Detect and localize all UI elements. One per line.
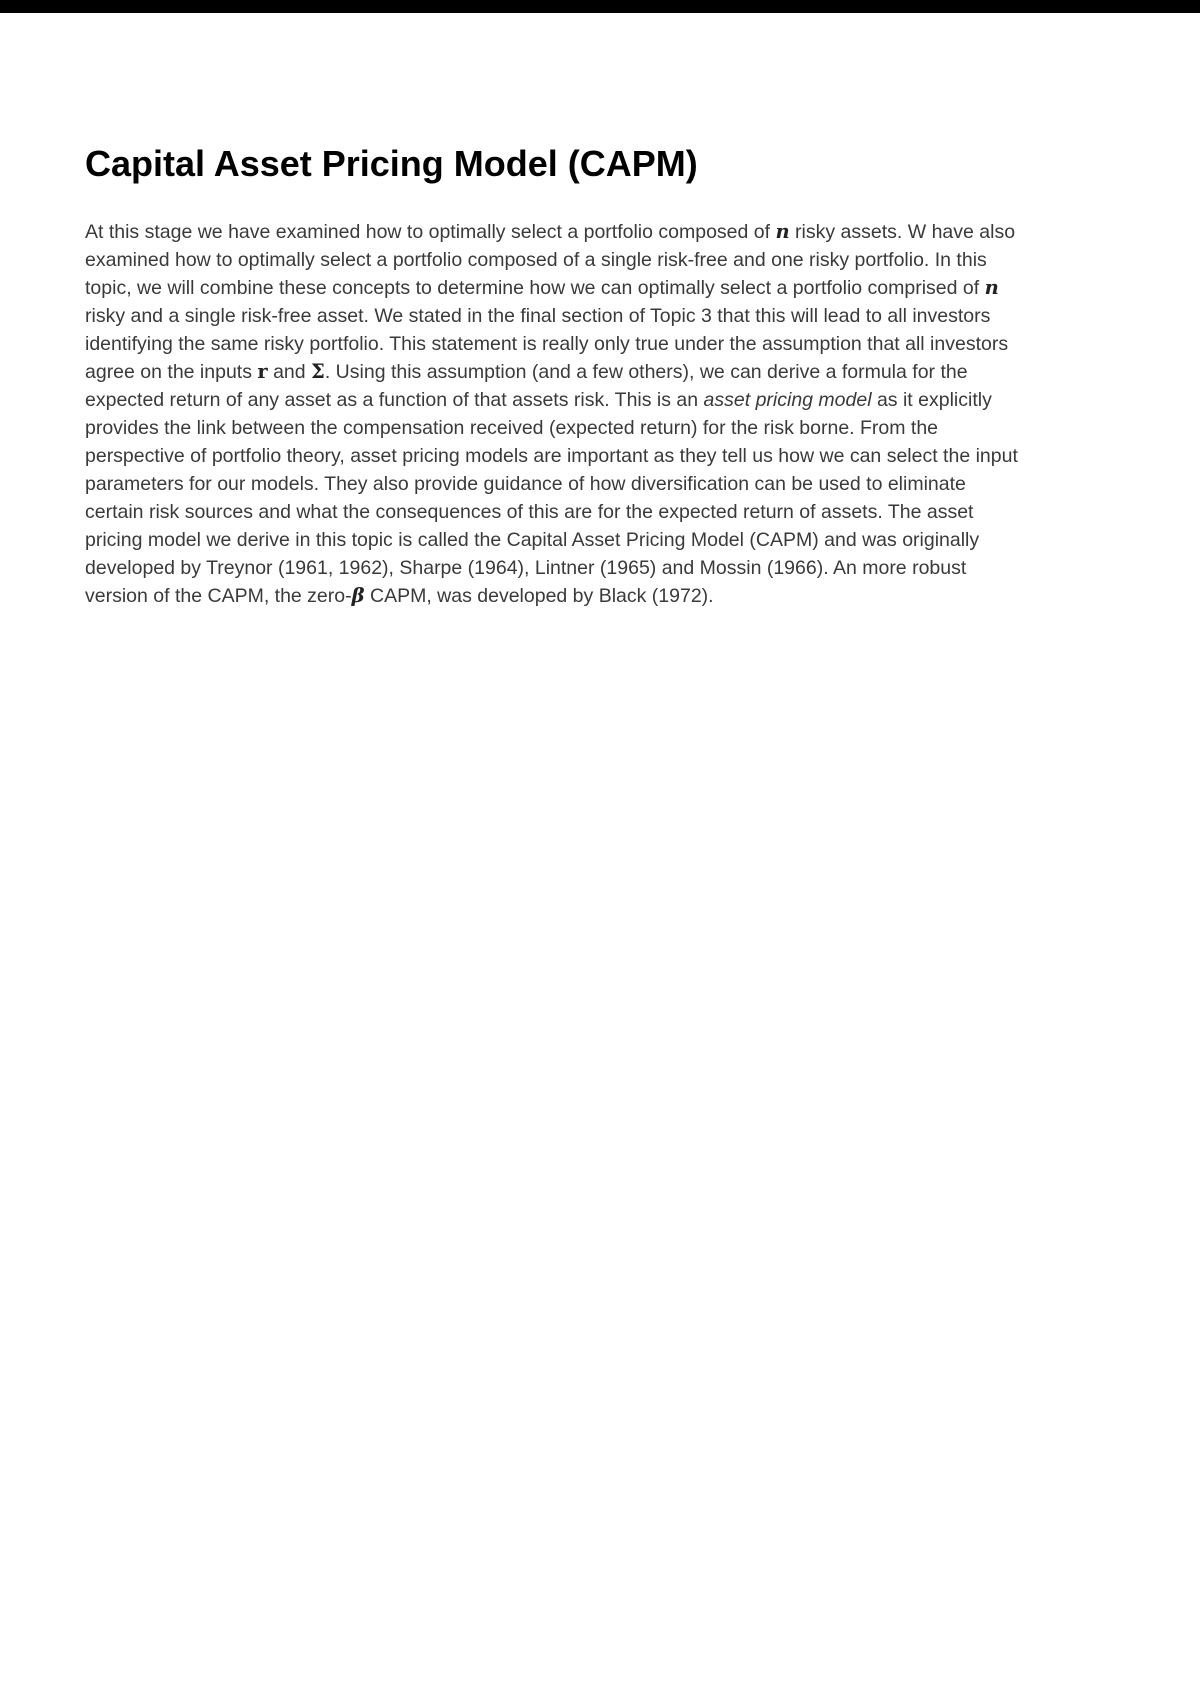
text-run: provides the link between the compensation received (expected return) for the risk borne. From the bbox=[85, 417, 939, 439]
text-run: and bbox=[267, 361, 312, 383]
text-run: pricing model we derive in this topic is called the Capital Asset Pricing Model (CAPM) and was originally bbox=[85, 529, 980, 551]
text-run: perspective of portfolio theory, asset pricing models are important as they tell us how we can select the input bbox=[85, 445, 1018, 467]
paragraph-line bbox=[85, 414, 1130, 442]
text-run: developed by Treynor (1961, 1962), Sharpe (1964), Lintner (1965) and Mossin (1966). An more robust bbox=[85, 557, 967, 579]
body-paragraph bbox=[85, 218, 1130, 610]
paragraph-line bbox=[85, 498, 1130, 526]
text-run: risky and a single risk-free asset. We stated in the final section of Topic 3 that this will lead to all investors bbox=[85, 305, 991, 327]
text-run: expected return of any asset as a function of that assets risk. This is an bbox=[85, 389, 704, 411]
inline-math-symbol: r bbox=[257, 360, 268, 383]
text-run: identifying the same risky portfolio. This statement is really only true under the assumption that all investors bbox=[85, 333, 1009, 355]
paragraph-line bbox=[85, 330, 1130, 358]
page-title: Capital Asset Pricing Model (CAPM) bbox=[85, 143, 698, 184]
inline-math-symbol: n bbox=[984, 276, 999, 299]
italic-phrase: asset pricing model bbox=[703, 389, 872, 411]
document-page bbox=[85, 0, 1130, 610]
inline-math-symbol: n bbox=[775, 220, 790, 243]
inline-math-symbol: Σ bbox=[311, 360, 325, 383]
paragraph-line bbox=[85, 554, 1130, 582]
text-run: CAPM, was developed by Black (1972). bbox=[364, 585, 714, 607]
paragraph-line bbox=[85, 246, 1130, 274]
paragraph-line bbox=[85, 358, 1130, 386]
text-run: topic, we will combine these concepts to determine how we can optimally select a portfolio comprised of bbox=[85, 277, 985, 299]
text-run: . Using this assumption (and a few others), we can derive a formula for the bbox=[324, 361, 968, 383]
inline-math-symbol: β bbox=[351, 584, 365, 607]
text-run: At this stage we have examined how to optimally select a portfolio composed of bbox=[85, 221, 776, 243]
text-run: examined how to optimally select a portfolio composed of a single risk-free and one risky portfolio. In this bbox=[85, 249, 987, 271]
paragraph-line bbox=[85, 386, 1130, 414]
paragraph-line bbox=[85, 302, 1130, 330]
text-run: parameters for our models. They also provide guidance of how diversification can be used to eliminate bbox=[85, 473, 966, 495]
paragraph-line bbox=[85, 218, 1130, 246]
paragraph-line bbox=[85, 274, 1130, 302]
text-run: agree on the inputs bbox=[85, 361, 258, 383]
text-run: as it explicitly bbox=[871, 389, 992, 411]
paragraph-line bbox=[85, 442, 1130, 470]
paragraph-line bbox=[85, 582, 1130, 610]
text-run: version of the CAPM, the zero- bbox=[85, 585, 352, 607]
text-run: risky assets. W have also bbox=[789, 221, 1016, 243]
paragraph-line bbox=[85, 526, 1130, 554]
text-run: certain risk sources and what the consequences of this are for the expected return of assets. The asset bbox=[85, 501, 974, 523]
paragraph-line bbox=[85, 470, 1130, 498]
